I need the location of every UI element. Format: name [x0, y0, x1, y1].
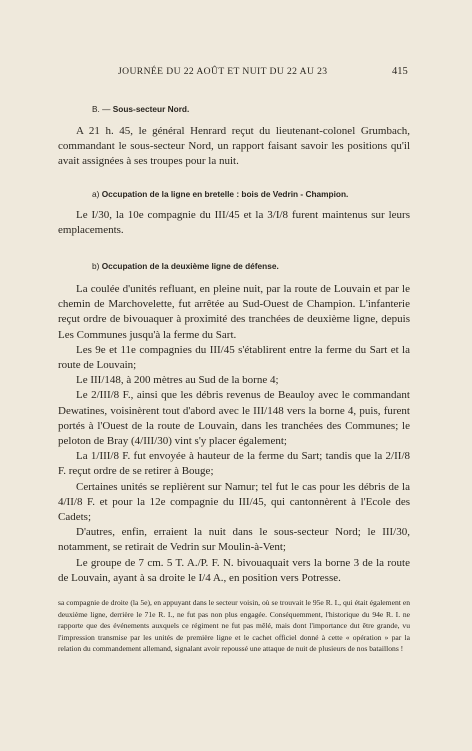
section-b-paragraph: A 21 h. 45, le général Henrard reçut du lieutenant-colonel Grumbach, commandant le sous-secteur Nord, un rapport faisant savoir les positions qu'il avait assignées à ses troupes pour la nuit.: [58, 125, 410, 168]
subsection-b-paragraph-5: La 1/III/8 F. fut envoyée à hauteur de la ferme du Sart; tandis que la 2/II/8 F. reçut ordre de se retirer à Bouge;: [58, 450, 410, 478]
subsection-b-heading: [92, 261, 279, 271]
subsection-b-paragraph-1: La coulée d'unités refluant, en pleine nuit, par la route de Louvain et par le chemin de Marchovelette, fut arrêtée au Sud-Ouest de Champion. L'infanterie reçut ordre de bivouaquer à proximité des tranchées de deuxième ligne, depuis Les Communes jusqu'à la ferme du Sart.: [58, 283, 410, 341]
subsection-a-heading: [92, 189, 348, 199]
subsection-a-heading-title: Occupation de la ligne en bretelle : bois de Vedrin - Champion.: [101, 189, 349, 199]
section-b-heading: [92, 104, 189, 114]
subsection-b-paragraph-6: Certaines unités se replièrent sur Namur; tel fut le cas pour les débris de la 4/II/8 F. et pour la 12e compagnie du III/45, qui cantonnèrent à l'Ecole des Cadets;: [58, 480, 410, 524]
footnote-text: sa compagnie de droite (la 5e), en appuyant dans le secteur voisin, où se trouvait le 95e R. I., qui était également en deuxième ligne, derrière le 71e R. I., ne fut pas non plus engagée. Conséquemment, l'historique du 94e R. I. ne rapporte que des événements auxquels ce régiment ne fut pas mêlé, mais dont l'importance dut être grande, vu l'impression transmise par les unités de première ligne et le cachet officiel donné à cette « opération » par la relation du commandement allemand, signalant avoir repoussé une attaque de nuit de plusieurs de nos bataillons !: [58, 598, 410, 653]
subsection-a-heading-lead: a): [92, 189, 100, 199]
subsection-b-paragraph-4: Le 2/III/8 F., ainsi que les débris revenus de Beauloy avec le commandant Dewatines, voisinèrent tout d'abord avec le III/148 vers la borne 4, puis, furent portés à l'Ouest de la route de Louvain, dans les tranchées des Communes; le peloton de Bray (4/III/30) vint s'y placer également;: [58, 389, 410, 448]
subsection-a-body: [58, 208, 410, 238]
subsection-b-body: [58, 282, 410, 586]
page-header: [0, 66, 472, 80]
page-number: 415: [392, 66, 408, 77]
section-b-heading-lead: B. —: [92, 104, 111, 114]
subsection-b-heading-title: Occupation de la deuxième ligne de défense.: [101, 261, 279, 271]
subsection-a-paragraph: Le I/30, la 10e compagnie du III/45 et la 3/I/8 furent maintenus sur leurs emplacements.: [58, 209, 410, 237]
subsection-b-heading-lead: b): [92, 261, 100, 271]
footnotes: [58, 597, 410, 655]
section-b-body: [58, 124, 410, 170]
subsection-b-paragraph-7: D'autres, enfin, erraient la nuit dans le sous-secteur Nord; le III/30, notamment, se retirait de Vedrin sur Moulin-à-Vent;: [58, 526, 410, 554]
subsection-b-paragraph-3: Le III/148, à 200 mètres au Sud de la borne 4;: [76, 374, 279, 387]
subsection-b-paragraph-2: Les 9e et 11e compagnies du III/45 s'établirent entre la ferme du Sart et la route de Louvain;: [58, 343, 410, 372]
section-b-heading-title: Sous-secteur Nord.: [112, 104, 190, 114]
subsection-b-paragraph-8: Le groupe de 7 cm. 5 T. A./P. F. N. bivouaquait vers la borne 3 de la route de Louvain, ayant à sa droite le I/4 A., en position vers Potresse.: [58, 556, 410, 584]
running-head: JOURNÉE DU 22 AOÛT ET NUIT DU 22 AU 23: [118, 66, 328, 77]
